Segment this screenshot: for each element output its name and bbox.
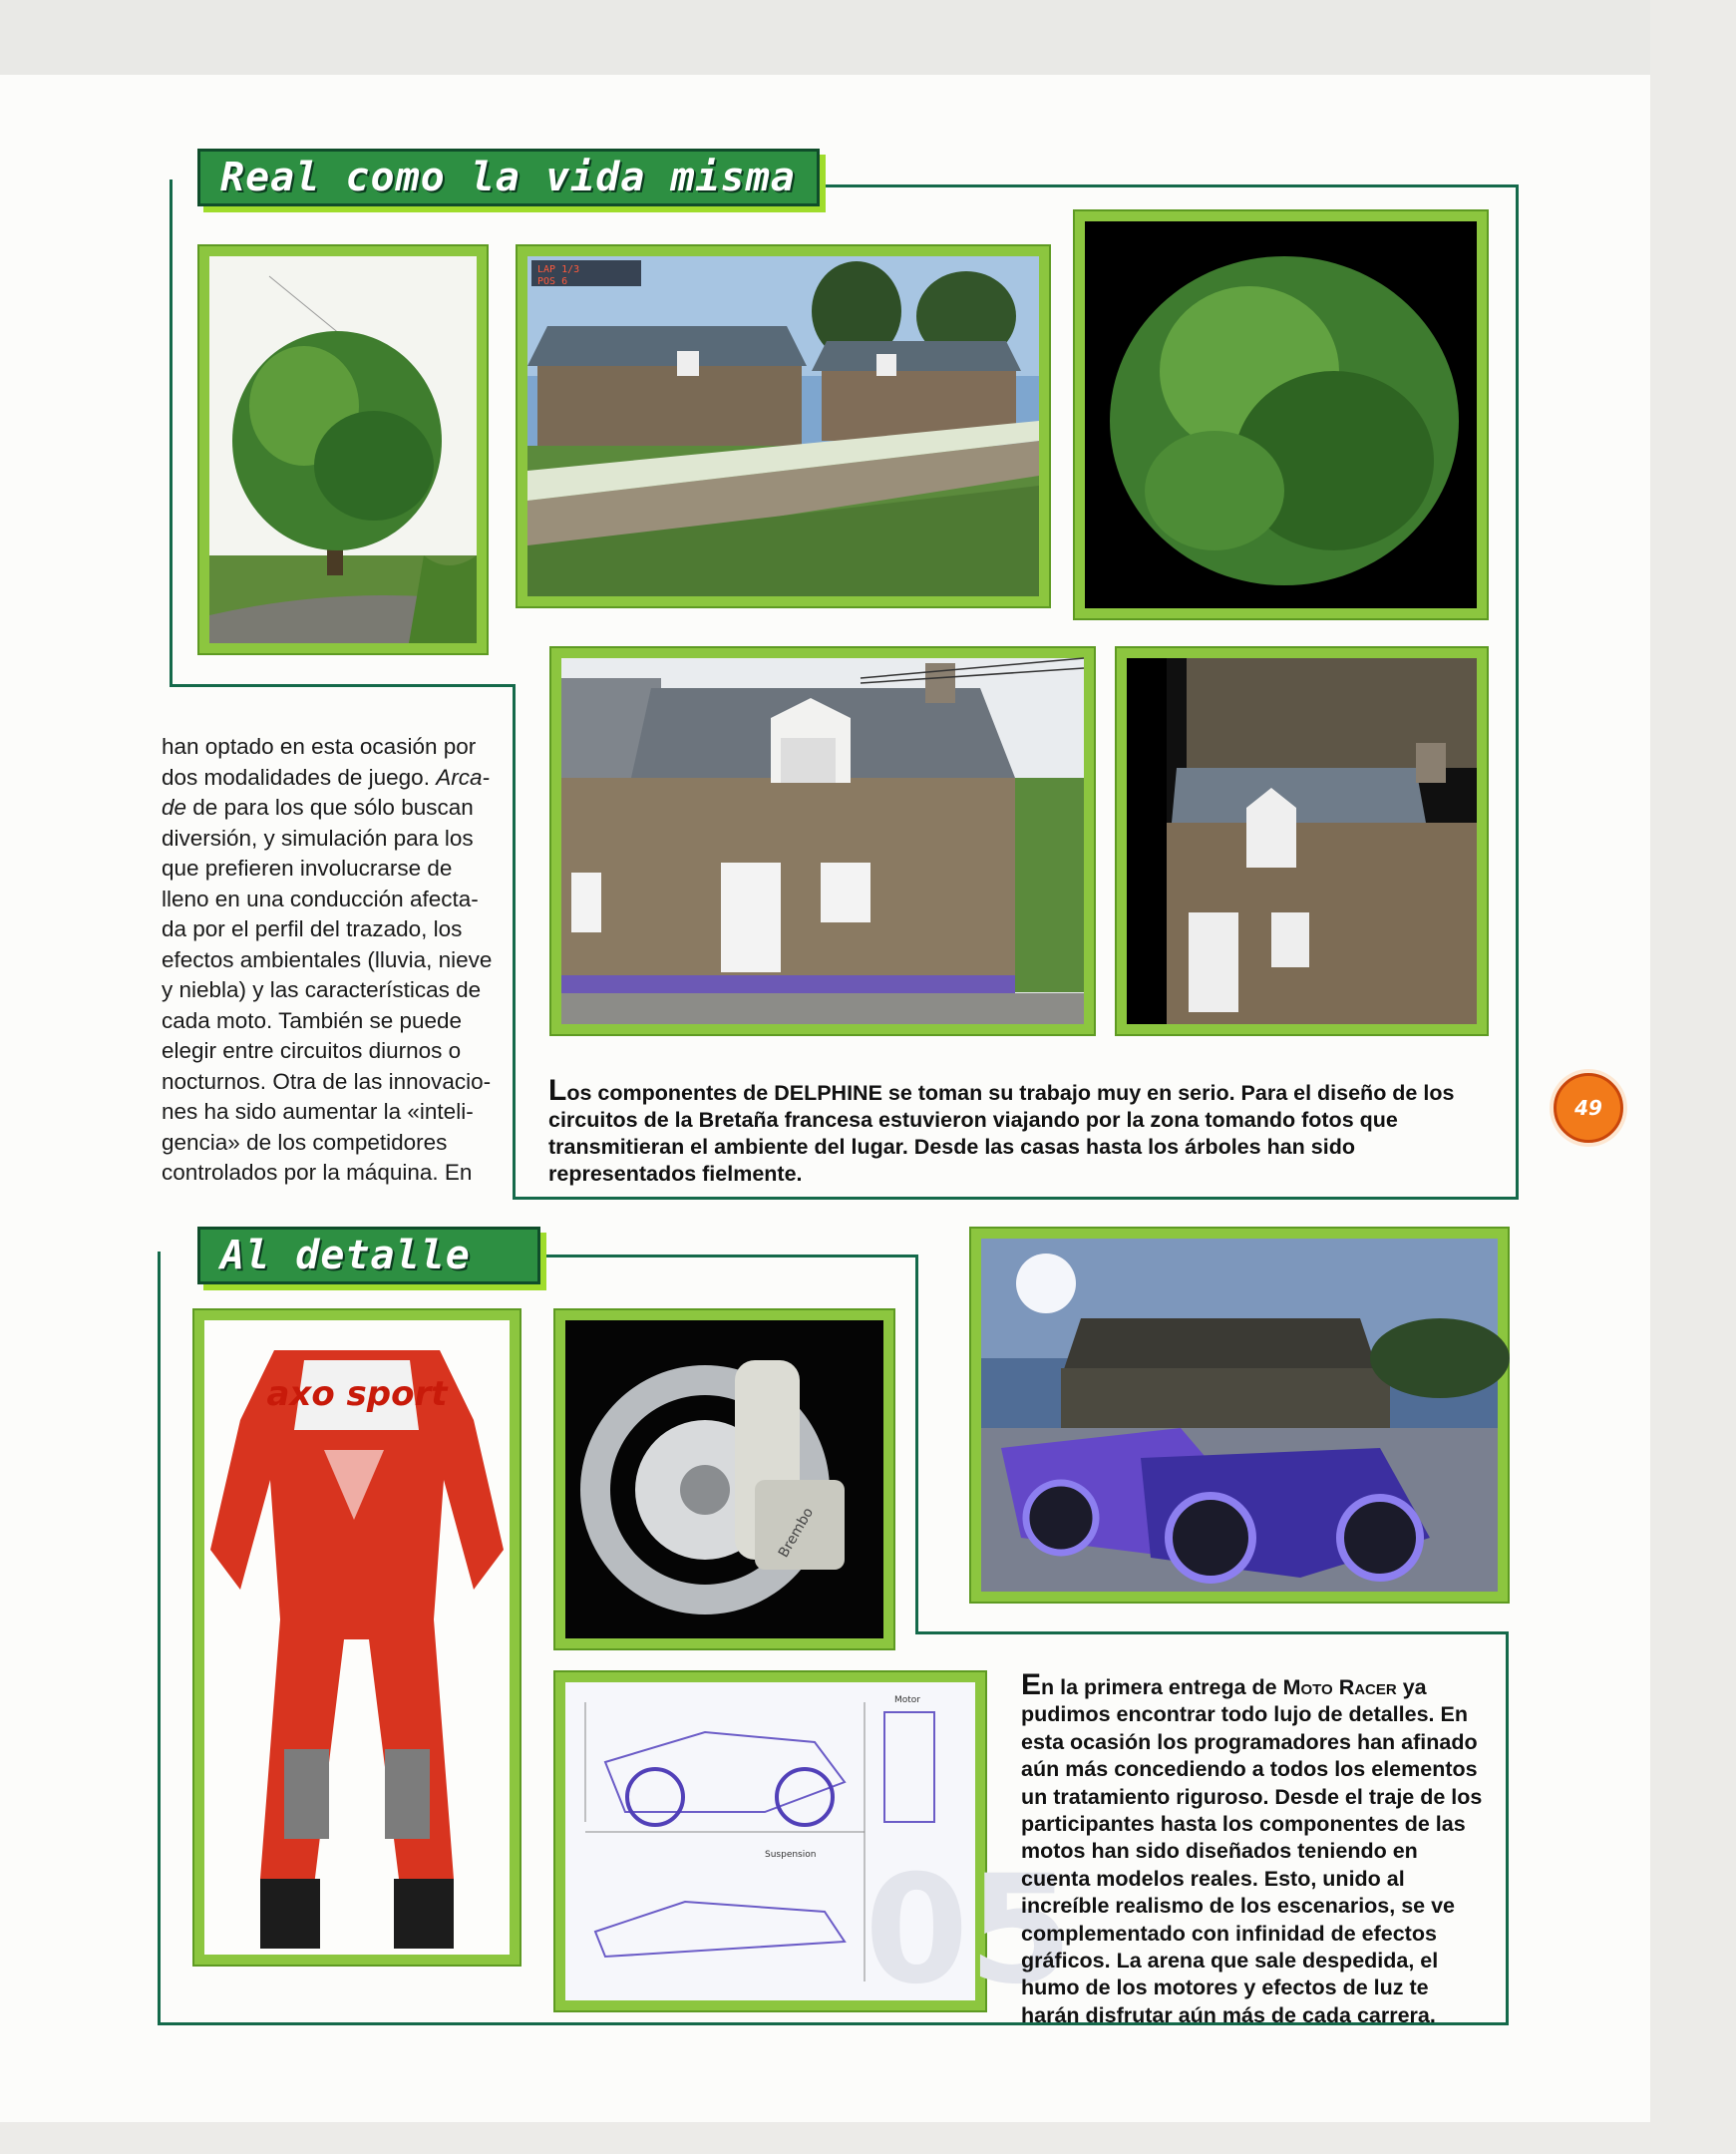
wireframe-blueprint-art bbox=[565, 1682, 1073, 2017]
suit-logo: axo sport bbox=[266, 1374, 448, 1414]
racing-suit-art bbox=[204, 1320, 510, 1955]
body-line: elegir entre circuitos diurnos o bbox=[162, 1038, 462, 1063]
caption-text: n la primera entrega de bbox=[1041, 1675, 1283, 1699]
caption-text: ya pudimos encontrar todo lujo de detalles. En esta ocasión los programadores han afinado aún más concediendo a todos los elementos un tratamiento riguroso. Desde el traje de los participantes hasta los componentes de las motos han sido diseñados teniendo en cuenta modelos reales. Esto, unido al increíble realismo de los escenarios, se ve complementado con infinidad de efectos gráficos. La arena que sale despedida, el humo de los motores y efectos de luz te harán disfrutar aún más de cada carrera. bbox=[1021, 1675, 1483, 2027]
stone-house-photo bbox=[549, 646, 1096, 1036]
stone-house-render-art bbox=[1127, 658, 1477, 1024]
hud-lap: LAP 1/3 bbox=[537, 264, 580, 275]
motorbikes-art bbox=[981, 1239, 1498, 1592]
wireframe-blueprint bbox=[553, 1670, 1073, 2017]
frame-line bbox=[519, 1255, 917, 1257]
stone-house-photo-art bbox=[561, 658, 1084, 1024]
racing-suit-photo bbox=[192, 1308, 521, 1967]
tree-texture bbox=[1073, 209, 1489, 620]
blueprint-label-suspension: Suspension bbox=[765, 1850, 817, 1860]
tree-texture-art bbox=[1085, 221, 1477, 608]
tree-photo bbox=[197, 244, 489, 655]
body-line: efectos ambientales (lluvia, nieve bbox=[162, 946, 493, 972]
section1-caption bbox=[548, 1074, 1476, 1188]
frame-line bbox=[915, 1631, 1509, 1634]
game-countryside-art bbox=[527, 256, 1039, 596]
body-line bbox=[162, 793, 501, 824]
body-line bbox=[162, 763, 501, 794]
body-line-text: dos modalidades de juego. bbox=[162, 764, 437, 790]
body-line: nes ha sido aumentar la «inteli- bbox=[162, 1099, 474, 1124]
frame-line bbox=[170, 180, 173, 685]
blueprint-bg-number: 05 bbox=[865, 1844, 1073, 2017]
brake-disc-art bbox=[565, 1320, 883, 1638]
body-line: y niebla) y las características de bbox=[162, 977, 482, 1002]
body-line: controlados por la máquina. En bbox=[162, 1160, 473, 1185]
body-line: cada moto. También se puede bbox=[162, 1007, 463, 1033]
body-line: gencia» de los competidores bbox=[162, 1129, 448, 1155]
body-line: lleno en una conducción afecta- bbox=[162, 886, 479, 911]
motorbikes-screenshot bbox=[969, 1227, 1510, 1604]
section-title-text: Real como la vida misma bbox=[220, 155, 796, 200]
frame-line bbox=[513, 1197, 1519, 1200]
caption-dropcap: E bbox=[1021, 1668, 1042, 1701]
caption-bold-word: Bretaña bbox=[698, 1108, 779, 1132]
frame-line bbox=[513, 684, 516, 1199]
brake-brand: Brembo bbox=[775, 1505, 818, 1561]
page-number-badge bbox=[1554, 1073, 1623, 1143]
frame-line bbox=[818, 184, 1518, 187]
frame-line bbox=[1506, 1631, 1509, 2024]
frame-line bbox=[915, 1255, 918, 1633]
tree-photo-art bbox=[209, 256, 477, 643]
section-title-real bbox=[197, 149, 820, 206]
page-number: 49 bbox=[1574, 1096, 1602, 1120]
section-title-detalle bbox=[197, 1227, 540, 1284]
game-countryside-screenshot bbox=[516, 244, 1051, 608]
caption-text: francesa estuvieron viajando por la zona tomando fotos que transmitieran el ambiente del lugar. Desde las casas hasta los árboles han sido representados fielmente. bbox=[548, 1108, 1398, 1186]
body-line: que prefieren involucrarse de bbox=[162, 856, 453, 881]
body-line: nocturnos. Otra de las innovacio- bbox=[162, 1068, 492, 1094]
body-line: da por el perfil del trazado, los bbox=[162, 916, 463, 941]
frame-line bbox=[170, 684, 515, 687]
frame-line bbox=[158, 1252, 161, 2024]
article-body-text bbox=[162, 732, 501, 1189]
section-title-text: Al detalle bbox=[220, 1233, 471, 1278]
scan-top-margin bbox=[0, 0, 1736, 75]
body-line: han optado en esta ocasión por bbox=[162, 734, 477, 759]
blueprint-label-motor: Motor bbox=[894, 1695, 921, 1705]
stone-house-render bbox=[1115, 646, 1489, 1036]
caption-dropcap: L bbox=[548, 1074, 567, 1107]
body-italic: de bbox=[162, 795, 187, 820]
body-line: diversión, y simulación para los bbox=[162, 825, 474, 851]
brake-disc-photo bbox=[553, 1308, 895, 1650]
body-line-text: de para los que sólo buscan bbox=[192, 795, 474, 820]
caption-game-name: Moto Racer bbox=[1282, 1675, 1397, 1699]
hud-pos: POS 6 bbox=[537, 276, 568, 287]
section2-caption bbox=[1021, 1668, 1490, 2029]
scan-right-margin bbox=[1650, 0, 1736, 2154]
caption-text: os componentes de DELPHINE se toman su trabajo muy en serio. Para el diseño de los circuitos de la bbox=[548, 1081, 1455, 1132]
scan-bottom-margin bbox=[0, 2122, 1736, 2154]
frame-line bbox=[1516, 184, 1519, 1200]
body-italic: Arca- bbox=[436, 764, 490, 790]
